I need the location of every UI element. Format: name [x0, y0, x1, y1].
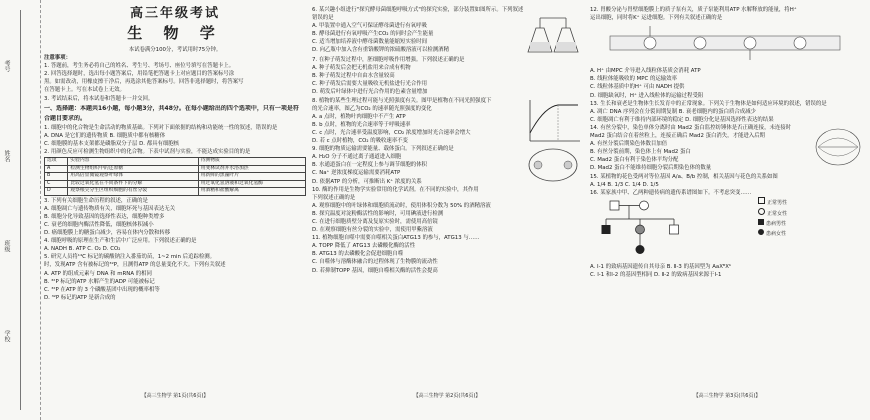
table-cell: 比较过氧化氢在不同条件下的分解: [68, 180, 198, 188]
table-cell: C: [45, 180, 68, 188]
margin-label-class: 班级: [3, 240, 10, 252]
question-line: 10. 酶的作用是生物学实验常用的化学试剂。在不同的实验中，其作用: [312, 186, 479, 193]
question-line: 15. 某植物的花色受两对等位基因 A/a、B/b 控制，相关基因与花色的关系如图: [590, 173, 778, 180]
question-line: D. ³²P 标记的ATP 是新合成的: [44, 294, 116, 301]
question-line: C. 自噬体与溶酶体融合的过程体现了生物膜的流动性: [312, 259, 438, 266]
question-line: A. 1/4 B. 1/3 C. 1/4 D. 1/5: [590, 181, 659, 188]
section-heading: 一、选择题：本题共16小题，每小题3分，共48分。在每小题给出的四个选项中，只有一项是符: [44, 104, 299, 112]
notice-line: 在答题卡上。写在本试卷上无效。: [44, 87, 125, 94]
table-row: [45, 180, 306, 188]
legend-label: 患病女性: [766, 230, 787, 237]
question-line: A. NADH B. ATP C. O₂ D. CO₂: [44, 246, 121, 253]
question-line: A. H⁺ 由MPC 介导进入线粒体基质会消耗 ATP: [590, 68, 701, 75]
question-line: C. Na⁺ 逆浓度梯度运输需要消耗ATP: [312, 170, 401, 177]
question-line: 下列叙述正确的是: [312, 194, 356, 201]
question-line: 3. 下列有关细胞生命历程的叙述，正确的是: [44, 197, 148, 204]
light-curve-figure: [524, 97, 582, 145]
question-line: D. 向乙瓶中加入含有重铬酸钾的浓硫酸溶液可以检测酒精: [312, 47, 449, 54]
table-cell: D: [45, 188, 68, 196]
question-line: C. 适当增加培养液中酵母菌数量能缩短实验时间: [312, 39, 428, 46]
question-line: A. H₂O 分子不通过离子通道进入细胞: [312, 154, 402, 161]
question-line: 11. 植物细胞自噬中需要自噬相关蛋白ATG13 的参与，ATG13 与……: [312, 235, 480, 242]
table-cell: 用高倍显微镜观察叶绿体: [68, 173, 198, 181]
page-column-1: [44, 6, 306, 406]
question-line: 2. 用颜色反应可检测生物组织中的化合物。下表中试剂与实验，不能达成实验目的的是: [44, 149, 251, 156]
exam-info: 本试卷满分100分，考试用时75分钟。: [128, 47, 222, 53]
exam-title: 高三年级考试: [129, 6, 220, 21]
exam-subject: 生 物 学: [127, 24, 223, 42]
question-line: C. 细胞凋亡有利于维持内部环境的稳定 D. 细胞分化是基因选择性表达的结果: [590, 116, 774, 123]
table-cell: 用过氧化氢溶液和过氧化氢酶: [198, 180, 305, 188]
question-line: 12. 胃酸分泌与胃壁细胞膜上的质子泵有关，质子泵能利用ATP 水解释放的能量，将H⁺: [590, 7, 797, 13]
table-header-cell: 实验内容: [68, 158, 198, 166]
question-line: B. 水通道蛋白在一定程度上参与调节细胞的体积: [312, 162, 427, 169]
page-column-2: [312, 6, 582, 406]
question-line: B. 种子萌发过程中自由水含量较高: [312, 73, 395, 80]
table-row: [45, 173, 306, 181]
spindle-figure: [812, 124, 864, 170]
question-table: [44, 157, 306, 196]
question-line: D. 细胞缺氧时，H⁺ 进入线粒体的运输过程受阻: [590, 92, 704, 99]
question-line: A. TOPP 降低了 ATG13 去磷酸化酶的活性: [312, 243, 416, 250]
question-line: B. 线粒体能吸收的 MPC 的运输效率: [590, 76, 677, 83]
legend-label: 正常男性: [767, 199, 788, 206]
question-line: 4. 细胞呼吸的原理在生产和生活中广泛应用。下列叙述正确的是: [44, 238, 197, 245]
question-line: A. a 点时，植物叶肉细胞中不产生 ATP: [312, 113, 406, 120]
question-line: A. 观察细胞中的叶绿体和细胞质流动时，使用体积分数为 50% 的酒精溶液: [312, 202, 491, 209]
question-line: D. 癌细胞膜上的糖蛋白减少，容易在体内分散和转移: [44, 230, 171, 237]
page-footer: 【高三生物学 第3页(共6页)】: [693, 392, 761, 399]
question-line: C. 种子萌发后需要大量吸收无机盐进行光合作用: [312, 81, 428, 88]
question-line: D. 若抑制TOPP 基因，细胞自噬相关酶的活性会提高: [312, 267, 438, 274]
question-line: B. 有丝分裂前期，染色体上有 Mad2 蛋白: [590, 149, 691, 156]
question-9-text: [312, 145, 520, 185]
question-line: A. 种子萌发后会把无机盐用来合成有机物: [312, 65, 411, 72]
question-line: 14. 有丝分裂中，染色单体分离时由 Mad2 蛋白监控纺锤体是否正确连接，未连接时: [590, 124, 792, 131]
question-line: C. 衰老的细胞内酶活性降低，细胞核体积减小: [44, 222, 154, 228]
table-cell: 用斐林试剂并水浴加热: [198, 165, 305, 173]
question-line: A. 甲装置中通入空气可保证酵母菌进行有氧呼吸: [312, 23, 427, 30]
question-line: 6. 某兴趣小组进行"探究酵母菌细胞呼吸方式"的探究实验，部分装置如图所示。下列叙述: [312, 7, 524, 13]
question-line: B. 探究温度对淀粉酶活性的影响时，可用碘液进行检测: [312, 210, 444, 217]
table-cell: 检测生物组织中的还原糖: [68, 165, 198, 173]
table-cell: A: [45, 165, 68, 173]
question-14-text: [590, 124, 808, 173]
legend-item: [758, 208, 787, 219]
question-6-block: [312, 14, 582, 56]
question-line: D. Mad2 蛋白不能维持细胞分裂后期染色体的数量: [590, 165, 712, 172]
question-line: D. 若 c 点时植物，CO₂ 的吸收速率不变: [312, 138, 408, 145]
legend-item: [758, 219, 787, 229]
page-column-3: [590, 6, 864, 406]
question-8-text: [312, 97, 520, 146]
notice-line: 黑。如需改动，用橡皮擦干净后，再选涂其他答案标号。回答非选择题时，将答案写: [44, 79, 244, 86]
table-row: [45, 188, 306, 196]
table-row: [45, 165, 306, 173]
question-line: D. 依据ATP 的分析，可推断出 K⁺ 浓度的关系: [312, 178, 422, 185]
notice-heading: 注意事项：: [44, 55, 71, 62]
legend-label: 患病男性: [766, 220, 787, 227]
binding-margin: [0, 0, 41, 420]
table-cell: 用酒精和盐酸解离: [198, 188, 305, 196]
question-line: 时，发现ATP 含有被标记的³²P，且测得ATP 的总量变化不大。下列有关叙述: [44, 262, 226, 269]
notice-line: 1. 答题前，考生务必将自己的姓名、考生号、考场号、座位号填写在答题卡上。: [44, 63, 235, 70]
page-footer: 【高三生物学 第2页(共6页)】: [413, 392, 481, 399]
table-header-cell: 待测物质: [198, 158, 305, 166]
table-header-row: [45, 158, 306, 166]
table-cell: B: [45, 173, 68, 181]
question-14-block: [590, 124, 864, 173]
question-line: 的光合速率，图乙为CO₂ 的速率随光照强度的变化: [312, 105, 432, 112]
question-line: A. DNA 是它们的遗传物质 B. 细胞质中都有核糖体: [44, 132, 166, 139]
question-line: A. 有丝分裂后期染色体数目加倍: [590, 141, 668, 148]
question-line: D. 萌发后叶绿体中进行光合作用的色素含量增加: [312, 89, 428, 96]
question-line: D. 在观察细胞有丝分裂的实验中，需使用甲紫溶液: [312, 227, 433, 234]
legend-label: 正常女性: [767, 210, 788, 217]
question-line: Mad2 蛋白结合在着丝粒上，连接正确后 Mad2 蛋白消失，才能进入后期: [590, 133, 765, 140]
question-8-block: [312, 97, 582, 146]
question-line: C. Mad2 蛋白有利于染色体平均分配: [590, 157, 679, 164]
question-line: C. 细胞膜的基本支架都是磷脂双分子层 D. 都具有细胞核: [44, 141, 180, 148]
table-header-cell: 选项: [45, 158, 68, 166]
table-cell: 用新鲜的黑藻叶片: [198, 173, 305, 181]
pedigree-legend: [758, 197, 787, 263]
question-line: A. 凋亡 DNA 序列会在分裂间期复制 B. 衰老细胞内的蛋白质合成减少: [590, 108, 756, 115]
membrane-transport-figure: [590, 22, 860, 64]
question-line: B. 酵母菌进行有氧呼吸产生CO₂ 的同时会产生能量: [312, 31, 434, 38]
question-line: B. ATG13 的去磷酸化会促进细胞自噬: [312, 251, 404, 258]
legend-item: [758, 229, 787, 239]
page-footer: 【高三生物学 第1页(共6页)】: [141, 392, 209, 399]
question-line: 运出细胞，同时将K⁺ 运进细胞。下列有关叙述正确的是: [590, 15, 723, 22]
pedigree-block: [590, 197, 864, 263]
cell-transport-figure: [524, 145, 582, 185]
question-line: 13. 生长和衰老是生物体生长发育中的正常现象。下列关于生物体是如何适应环境的叙述，错误的是: [590, 100, 827, 107]
question-line: 1. 细胞中的化合物是生命活动的物质基础。下列对下面依据的结构和功能统一性的叙述，错误的是: [44, 124, 278, 131]
legend-item: [758, 197, 787, 208]
notice-line: 2. 回答选择题时，选出每小题答案后，用铅笔把答题卡上对应题目的答案标号涂: [44, 71, 235, 78]
question-line: 8. 植物的某些生理过程可能与光照强度有关。图甲是植物在不同光照强度下: [312, 97, 492, 104]
question-line: B. 细胞分化导致基因的选择性表达，细胞种类增多: [44, 213, 165, 220]
flask-apparatus-figure: [522, 14, 582, 56]
margin-label-name: 姓名: [3, 150, 10, 162]
margin-label-id: 考号: [3, 60, 10, 72]
question-9-block: [312, 145, 582, 185]
question-line: 9. 细胞的物质运输需要能量、载体蛋白。下列叙述正确的是: [312, 146, 454, 153]
question-6-text: [312, 14, 518, 54]
question-line: A. Ⅰ-1 的致病基因遗传自其母亲 B. Ⅱ-3 的基因型为 AaXᴮXᵇ: [590, 263, 732, 270]
pedigree-chart: [590, 197, 750, 263]
margin-label-school: 学校: [3, 330, 10, 342]
question-line: C. 在进行细胞质壁分离及复原实验时，需使用高倍镜: [312, 218, 438, 225]
table-cell: 观察根尖分生区组织细胞的有丝分裂: [68, 188, 198, 196]
question-line: C. c 点时，光合速率受温度影响，CO₂ 浓度增加时光合速率会增大: [312, 129, 471, 136]
question-line: A. 细胞凋亡与遗传物质有关，细胞坏死与基因表达无关: [44, 205, 176, 212]
margin-line: [20, 10, 21, 410]
question-line: 错误的是: [312, 15, 334, 22]
question-line: 16. 某家族中甲、乙两种遗传病的遗传系谱图如下。不考虑突变……: [590, 189, 752, 196]
question-line: A. ATP 的组成元素与 DNA 和 mRNA 的相同: [44, 270, 152, 277]
question-line: 5. 研究人员将¹⁴C 标记的碳酸钠注入番茄幼苗，1~2 min 后追踪检测。: [44, 254, 216, 261]
question-line: C. Ⅰ-1 和Ⅰ-2 的基因型相同 D. Ⅱ-2 的致病基因来源于Ⅰ-1: [590, 271, 722, 278]
question-line: B. b 点时，植物的光合速率等于呼吸速率: [312, 121, 411, 128]
question-line: B. ³²P 标记的ATP 水解产生的ADP 可能被标记: [44, 278, 155, 285]
notice-line: 3. 考试结束后，将本试卷和答题卡一并交回。: [44, 95, 154, 102]
question-line: C. 线粒体基质中的H⁺ 可由 NADH 提供: [590, 84, 685, 91]
question-line: C. ³²P 在ATP 的 3 个磷酸基团中出现的概率相等: [44, 286, 160, 293]
section-heading-cont: 合题目要求的。: [44, 114, 87, 122]
question-line: 7. 在种子萌发过程中，胚细胞呼吸作用增强。下列叙述正确的是: [312, 57, 465, 64]
